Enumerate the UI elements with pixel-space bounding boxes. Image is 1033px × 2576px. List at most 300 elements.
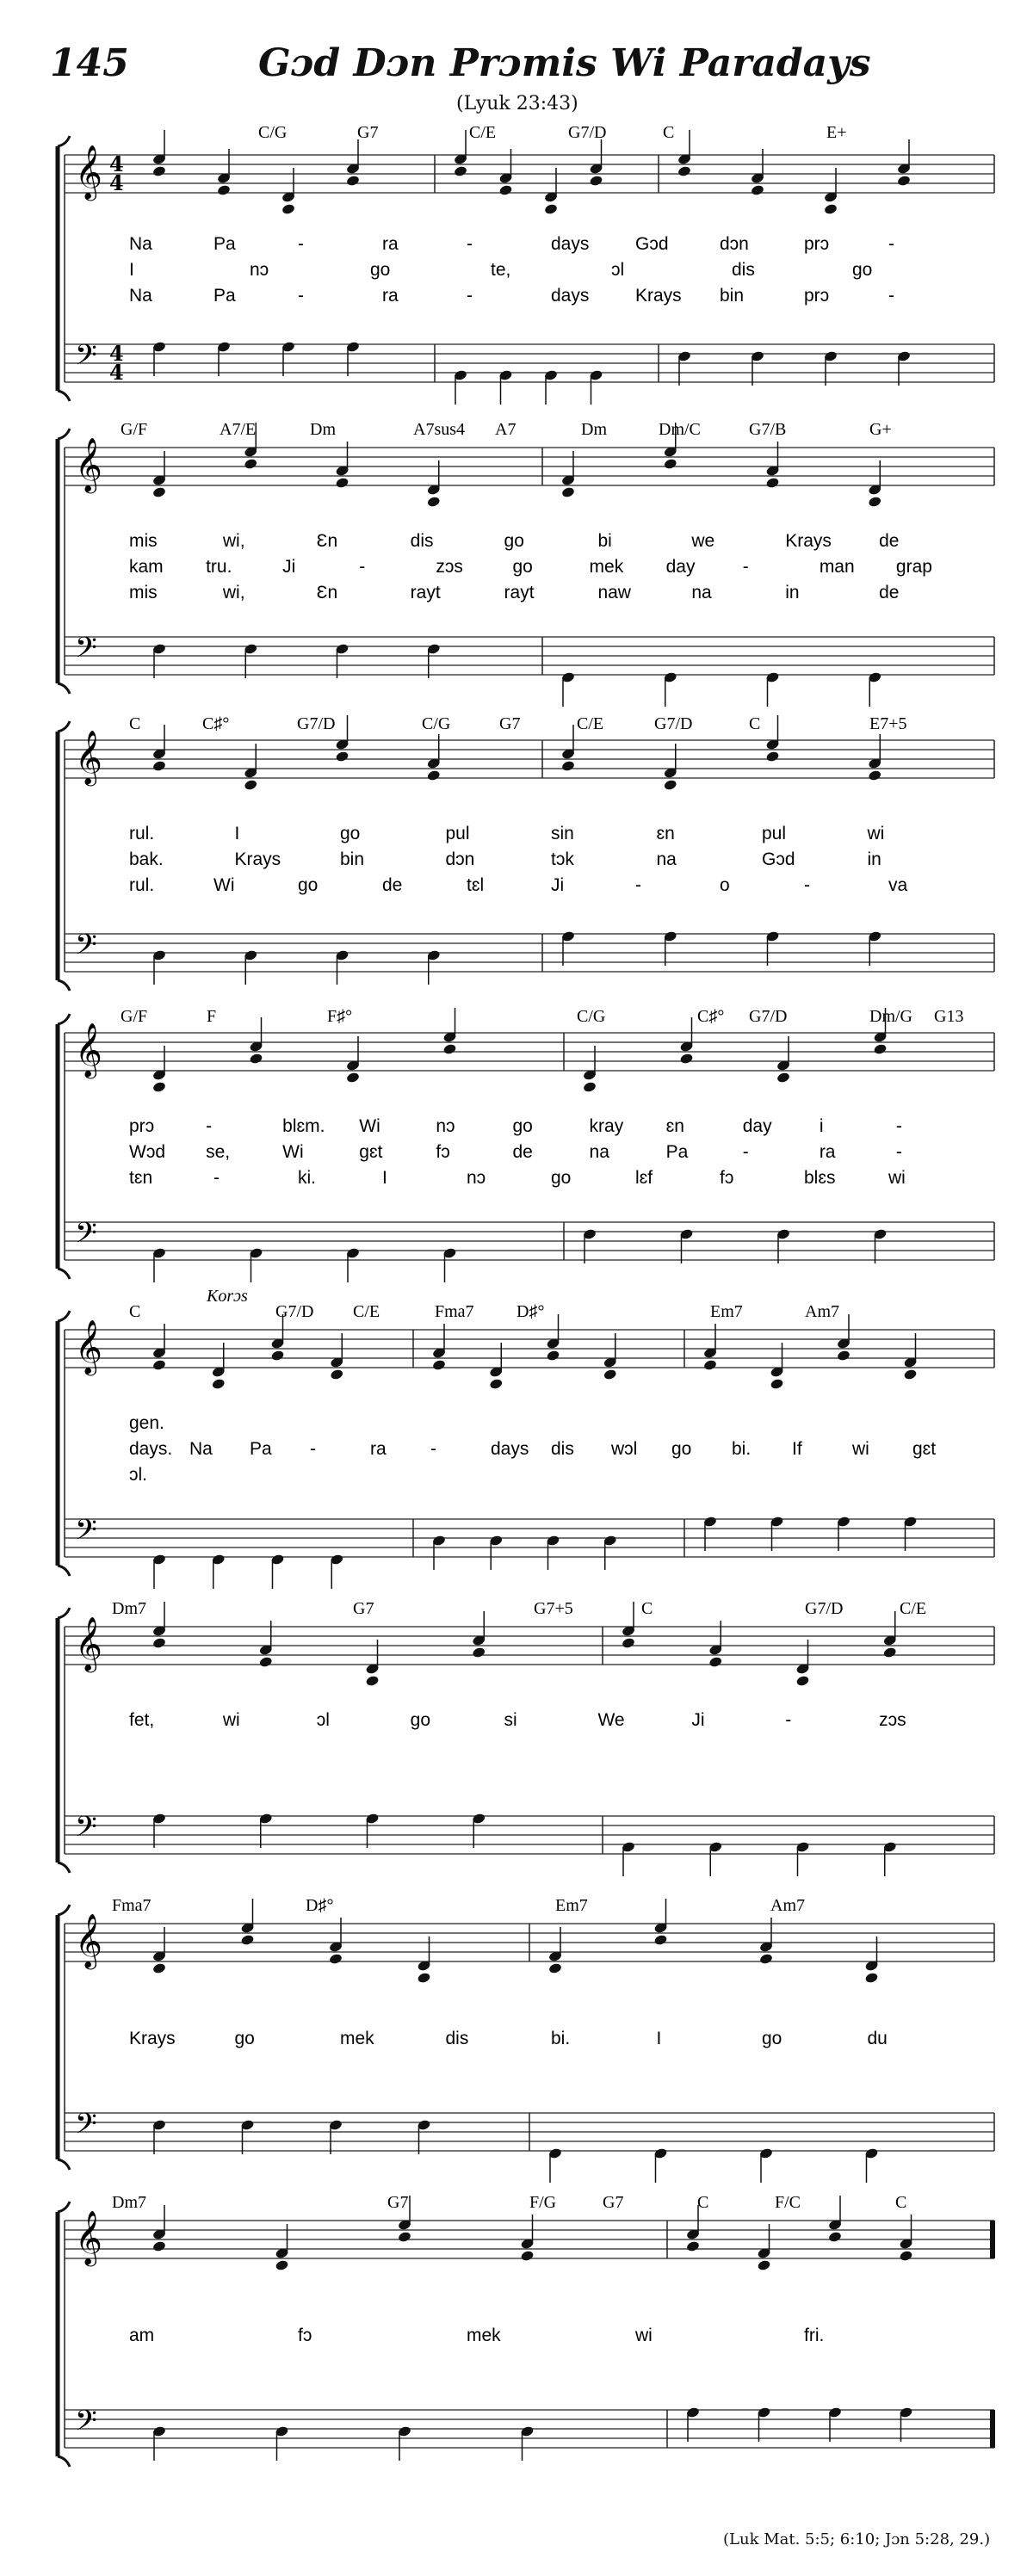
- chord-symbol: Dm: [581, 420, 607, 439]
- lyric-syllable: pul: [762, 824, 787, 843]
- treble-alto-notehead: [489, 1378, 504, 1390]
- chord-symbol: D♯°: [306, 1896, 334, 1915]
- treble-alto-notehead: [622, 1637, 636, 1649]
- treble-alto-notehead: [329, 1953, 343, 1965]
- chord-symbol: G7: [499, 714, 521, 733]
- lyric-syllable: te,: [491, 260, 511, 280]
- chord-symbol: F/G: [529, 2193, 557, 2212]
- footer-reference: (Luk Mat. 5:5; 6:10; Jɔn 5:28, 29.): [723, 2530, 991, 2548]
- lyric-syllable: -: [310, 1439, 316, 1459]
- lyric-syllable: Ji: [691, 1710, 705, 1730]
- lyric-syllable: -: [895, 1142, 902, 1162]
- lyric-syllable: bi: [597, 531, 612, 551]
- lyric-syllable: wi: [888, 1168, 906, 1188]
- lyric-syllable: dis: [551, 1439, 574, 1459]
- treble-alto-notehead: [275, 2259, 289, 2271]
- bracket-hook: [58, 429, 70, 439]
- treble-alto-notehead: [703, 1359, 718, 1371]
- chord-symbol: Dm7: [112, 2193, 146, 2212]
- treble-alto-notehead: [751, 184, 765, 196]
- lyric-syllable: days: [551, 234, 590, 254]
- lyric-syllable: Na: [129, 234, 152, 254]
- lyric-syllable: blɛs: [804, 1168, 836, 1188]
- lyric-syllable: day: [742, 1116, 772, 1136]
- lyric-syllable: go: [298, 875, 319, 895]
- chord-symbol: G/F: [121, 1007, 148, 1026]
- lyric-syllable: -: [359, 557, 366, 577]
- lyric-syllable: ra: [382, 286, 399, 306]
- bracket-hook: [58, 980, 70, 991]
- lyric-syllable: gen.: [129, 1413, 164, 1433]
- treble-alto-notehead: [765, 477, 780, 489]
- lyric-syllable: wi: [867, 824, 885, 843]
- treble-alto-notehead: [899, 2250, 913, 2262]
- treble-alto-notehead: [561, 486, 576, 498]
- treble-alto-notehead: [211, 1378, 226, 1390]
- lyric-syllable: -: [785, 1710, 792, 1730]
- chord-symbol: Dm7: [112, 1599, 146, 1618]
- chord-symbol: C/G: [258, 123, 288, 142]
- bracket-hook: [58, 391, 70, 401]
- lyric-syllable: dis: [445, 2029, 469, 2048]
- treble-alto-notehead: [472, 1646, 486, 1659]
- lyric-syllable: kray: [589, 1116, 624, 1136]
- treble-alto-notehead: [897, 175, 912, 187]
- lyric-syllable: I: [129, 260, 134, 280]
- chord-symbol: C/E: [469, 123, 497, 142]
- hymn-number: 145: [50, 41, 129, 85]
- lyric-syllable: dis: [732, 260, 755, 280]
- chord-symbol: G+: [869, 420, 892, 439]
- lyric-syllable: Ji: [282, 557, 296, 577]
- lyric-syllable: mis: [129, 583, 158, 602]
- lyric-syllable: o: [720, 875, 730, 895]
- treble-alto-notehead: [244, 779, 258, 791]
- treble-clef-icon: 𝄞: [75, 145, 102, 199]
- lyric-syllable: -: [298, 234, 304, 254]
- treble-alto-notehead: [864, 1972, 879, 1984]
- lyric-syllable: go: [671, 1439, 692, 1459]
- lyric-syllable: go: [234, 2029, 255, 2048]
- treble-clef-icon: 𝄞: [75, 437, 102, 491]
- lyric-syllable: Pa: [665, 1142, 689, 1162]
- treble-alto-notehead: [603, 1368, 617, 1381]
- time-signature: 4: [109, 360, 124, 385]
- treble-alto-notehead: [776, 1072, 791, 1084]
- treble-alto-notehead: [454, 165, 468, 177]
- treble-alto-notehead: [837, 1350, 851, 1362]
- treble-alto-notehead: [903, 1368, 918, 1381]
- lyric-syllable: gɛt: [359, 1142, 383, 1162]
- chord-symbol: Fma7: [435, 1302, 474, 1321]
- lyric-syllable: If: [792, 1439, 802, 1459]
- lyric-syllable: go: [512, 1116, 533, 1136]
- lyric-syllable: man: [819, 557, 855, 577]
- treble-alto-notehead: [152, 486, 167, 498]
- lyric-syllable: se,: [206, 1142, 231, 1162]
- lyric-syllable: in: [867, 849, 881, 869]
- treble-alto-notehead: [335, 751, 349, 763]
- lyric-syllable: ra: [819, 1142, 836, 1162]
- lyric-syllable: bin: [720, 286, 745, 306]
- lyric-syllable: mis: [129, 531, 158, 551]
- treble-alto-notehead: [561, 760, 576, 772]
- lyric-syllable: -: [888, 234, 894, 254]
- chord-symbol: G7/D: [749, 1007, 788, 1026]
- bracket-hook: [58, 2456, 70, 2467]
- lyric-syllable: de: [382, 875, 403, 895]
- lyric-syllable: fɔ: [298, 2326, 312, 2345]
- bracket-hook: [58, 1269, 70, 1279]
- chord-symbol: G7/D: [275, 1302, 314, 1321]
- treble-alto-notehead: [152, 1637, 167, 1649]
- treble-alto-notehead: [757, 2259, 771, 2271]
- chord-symbol: G7: [387, 2193, 409, 2212]
- treble-alto-notehead: [442, 1043, 457, 1055]
- lyric-syllable: du: [867, 2029, 888, 2048]
- treble-alto-notehead: [426, 496, 441, 508]
- treble-clef-icon: 𝄞: [75, 2210, 102, 2264]
- time-signature: 4: [109, 341, 124, 366]
- treble-alto-notehead: [152, 1081, 167, 1093]
- lyric-syllable: fɔ: [436, 1142, 450, 1162]
- treble-alto-notehead: [653, 1934, 668, 1946]
- chord-symbol: E+: [826, 123, 847, 142]
- lyric-syllable: zɔs: [879, 1710, 906, 1730]
- treble-alto-notehead: [589, 175, 603, 187]
- lyric-syllable: va: [888, 875, 908, 895]
- time-signature: 4: [109, 170, 124, 195]
- chord-symbol: Dm/G: [869, 1007, 912, 1026]
- lyric-syllable: wi: [852, 1439, 869, 1459]
- lyric-syllable: tɛn: [129, 1168, 153, 1188]
- lyric-syllable: na: [656, 849, 677, 869]
- lyric-syllable: days: [551, 286, 590, 306]
- treble-alto-notehead: [152, 165, 167, 177]
- korus-label: Korɔs: [207, 1287, 248, 1306]
- treble-alto-notehead: [365, 1675, 380, 1687]
- lyric-syllable: -: [298, 286, 304, 306]
- lyric-syllable: -: [895, 1116, 902, 1136]
- treble-alto-notehead: [330, 1368, 344, 1381]
- chord-symbol: D♯°: [516, 1302, 545, 1321]
- lyric-syllable: bi.: [732, 1439, 752, 1459]
- bracket-hook: [58, 2159, 70, 2170]
- bracket-hook: [58, 1566, 70, 1576]
- lyric-syllable: I: [382, 1168, 387, 1188]
- chord-symbol: C: [697, 2193, 709, 2212]
- chord-symbol: Fma7: [112, 1896, 152, 1915]
- chord-symbol: G7/D: [654, 714, 693, 733]
- lyric-syllable: Krays: [785, 531, 832, 551]
- lyric-syllable: Krays: [234, 849, 281, 869]
- chord-symbol: G7/D: [297, 714, 336, 733]
- lyric-syllable: -: [206, 1116, 213, 1136]
- lyric-syllable: ra: [370, 1439, 387, 1459]
- treble-alto-notehead: [873, 1043, 888, 1055]
- treble-alto-notehead: [240, 1934, 255, 1946]
- lyric-syllable: -: [888, 286, 894, 306]
- treble-alto-notehead: [244, 458, 258, 470]
- chord-symbol: G7+5: [534, 1599, 573, 1618]
- lyric-syllable: na: [691, 583, 712, 602]
- lyric-syllable: nɔ: [250, 260, 269, 280]
- chord-symbol: Am7: [770, 1896, 805, 1915]
- hymn-title: Gɔd Dɔn Prɔmis Wi Paradays: [258, 41, 871, 85]
- treble-alto-notehead: [868, 496, 882, 508]
- chord-symbol: C/G: [422, 714, 451, 733]
- lyric-syllable: kam: [129, 557, 164, 577]
- bracket-hook: [58, 1311, 70, 1321]
- lyric-syllable: go: [370, 260, 391, 280]
- lyric-syllable: we: [691, 531, 715, 551]
- chord-symbol: G7: [603, 2193, 624, 2212]
- chord-symbol: G13: [934, 1007, 964, 1026]
- chord-symbol: Dm: [310, 420, 336, 439]
- treble-alto-notehead: [152, 2240, 167, 2252]
- chord-symbol: A7/E: [220, 420, 257, 439]
- lyric-syllable: fri.: [804, 2326, 825, 2345]
- treble-alto-notehead: [249, 1053, 263, 1065]
- lyric-syllable: grap: [895, 557, 932, 577]
- treble-alto-notehead: [686, 2240, 701, 2252]
- final-barline: [990, 2221, 995, 2258]
- lyric-syllable: -: [430, 1439, 436, 1459]
- chord-symbol: G7/D: [568, 123, 607, 142]
- chord-symbol: C/E: [353, 1302, 380, 1321]
- lyric-syllable: Gɔd: [635, 234, 669, 254]
- bracket-hook: [58, 1608, 70, 1618]
- lyric-syllable: na: [589, 1142, 609, 1162]
- treble-alto-notehead: [828, 2231, 843, 2243]
- scripture-reference: (Lyuk 23:43): [456, 93, 578, 114]
- treble-clef-icon: 𝄞: [75, 1913, 102, 1968]
- lyric-syllable: I: [234, 824, 240, 843]
- treble-alto-notehead: [281, 203, 296, 215]
- bracket-hook: [58, 683, 70, 694]
- lyric-syllable: si: [504, 1710, 517, 1730]
- treble-alto-notehead: [824, 203, 838, 215]
- lyric-syllable: rul.: [129, 875, 155, 895]
- lyric-syllable: go: [410, 1710, 431, 1730]
- bracket-hook: [58, 136, 70, 146]
- chord-symbol: Em7: [555, 1896, 588, 1915]
- treble-alto-notehead: [663, 458, 677, 470]
- time-signature: 4: [109, 151, 124, 176]
- treble-alto-notehead: [679, 1053, 694, 1065]
- treble-alto-notehead: [868, 769, 882, 781]
- lyric-syllable: go: [852, 260, 873, 280]
- chord-symbol: G/F: [121, 420, 148, 439]
- treble-alto-notehead: [548, 1962, 563, 1974]
- lyric-syllable: Pa: [213, 286, 236, 306]
- lyric-syllable: go: [340, 824, 361, 843]
- lyric-syllable: -: [213, 1168, 220, 1188]
- chord-symbol: C♯°: [202, 714, 230, 733]
- lyric-syllable: wi: [222, 1710, 240, 1730]
- lyric-syllable: rayt: [504, 583, 535, 602]
- treble-clef-icon: 𝄞: [75, 1022, 102, 1077]
- treble-alto-notehead: [770, 1378, 784, 1390]
- bracket-hook: [58, 1905, 70, 1915]
- treble-alto-notehead: [544, 203, 559, 215]
- lyric-syllable: ɔl: [611, 260, 625, 280]
- chord-symbol: Am7: [805, 1302, 839, 1321]
- treble-alto-notehead: [759, 1953, 774, 1965]
- lyric-syllable: fɔ: [720, 1168, 734, 1188]
- chord-symbol: F♯°: [327, 1007, 353, 1026]
- bass-clef-icon: 𝄢: [75, 929, 97, 968]
- lyric-syllable: lɛf: [635, 1168, 653, 1188]
- bracket-hook: [58, 721, 70, 732]
- lyric-syllable: days.: [129, 1439, 173, 1459]
- lyric-syllable: go: [504, 531, 524, 551]
- lyric-syllable: in: [785, 583, 800, 602]
- lyric-syllable: Pa: [213, 234, 236, 254]
- lyric-syllable: wi,: [222, 531, 245, 551]
- bass-clef-icon: 𝄢: [75, 2405, 97, 2444]
- chord-symbol: C: [129, 714, 141, 733]
- lyric-syllable: -: [467, 234, 473, 254]
- lyric-syllable: ra: [382, 234, 399, 254]
- lyric-syllable: Pa: [250, 1439, 272, 1459]
- lyric-syllable: ɛn: [665, 1116, 684, 1136]
- chord-symbol: Dm/C: [659, 420, 701, 439]
- lyric-syllable: rul.: [129, 824, 155, 843]
- lyric-syllable: Wi: [213, 875, 235, 895]
- lyric-syllable: Krays: [635, 286, 682, 306]
- lyric-syllable: -: [804, 875, 810, 895]
- lyric-syllable: wɔl: [611, 1439, 638, 1459]
- lyric-syllable: Wi: [359, 1116, 380, 1136]
- lyric-syllable: prɔ: [129, 1116, 155, 1136]
- chord-symbol: F/C: [775, 2193, 801, 2212]
- chord-symbol: C♯°: [697, 1007, 725, 1026]
- lyric-syllable: mek: [340, 2029, 374, 2048]
- chord-symbol: C/E: [900, 1599, 927, 1618]
- lyric-syllable: -: [635, 875, 641, 895]
- lyric-syllable: fet,: [129, 1710, 155, 1730]
- lyric-syllable: gɛt: [912, 1439, 937, 1459]
- treble-alto-notehead: [583, 1081, 597, 1093]
- lyric-syllable: i: [819, 1116, 824, 1136]
- lyric-syllable: -: [742, 1142, 749, 1162]
- lyric-syllable: ɔl: [316, 1710, 330, 1730]
- bass-clef-icon: 𝄢: [75, 632, 97, 671]
- lyric-syllable: day: [665, 557, 696, 577]
- chord-symbol: C: [663, 123, 675, 142]
- chord-symbol: C/G: [577, 1007, 606, 1026]
- treble-alto-notehead: [217, 184, 232, 196]
- treble-alto-notehead: [270, 1350, 285, 1362]
- lyric-syllable: tɛl: [467, 875, 485, 895]
- chord-symbol: C: [641, 1599, 653, 1618]
- lyric-syllable: go: [762, 2029, 782, 2048]
- chord-symbol: F: [207, 1007, 217, 1026]
- treble-clef-icon: 𝄞: [75, 1319, 102, 1374]
- chord-symbol: G7: [353, 1599, 374, 1618]
- treble-alto-notehead: [346, 1072, 361, 1084]
- treble-alto-notehead: [708, 1656, 723, 1668]
- treble-alto-notehead: [152, 1359, 167, 1371]
- treble-alto-notehead: [498, 184, 513, 196]
- lyric-syllable: dɔn: [720, 234, 749, 254]
- lyric-syllable: blɛm.: [282, 1116, 325, 1136]
- chord-symbol: A7: [495, 420, 516, 439]
- lyric-syllable: wi: [635, 2326, 653, 2345]
- chord-symbol: C: [129, 1302, 141, 1321]
- lyric-syllable: Na: [129, 286, 152, 306]
- treble-alto-notehead: [795, 1675, 810, 1687]
- lyric-syllable: Ji: [551, 875, 565, 895]
- lyric-syllable: prɔ: [804, 286, 830, 306]
- bass-clef-icon: 𝄢: [75, 1514, 97, 1554]
- chord-symbol: A7sus4: [413, 420, 466, 439]
- lyric-syllable: Ɛn: [316, 531, 338, 551]
- lyric-syllable: Gɔd: [762, 849, 795, 869]
- chord-symbol: G7: [357, 123, 379, 142]
- lyric-syllable: ɛn: [656, 824, 675, 843]
- lyric-syllable: bak.: [129, 849, 164, 869]
- chord-symbol: C: [749, 714, 761, 733]
- lyric-syllable: mek: [589, 557, 624, 577]
- treble-alto-notehead: [765, 751, 780, 763]
- lyric-syllable: sin: [551, 824, 574, 843]
- bracket-hook: [58, 1014, 70, 1024]
- lyric-syllable: tru.: [206, 557, 232, 577]
- treble-alto-notehead: [432, 1359, 447, 1371]
- treble-alto-notehead: [663, 779, 677, 791]
- treble-alto-notehead: [426, 769, 441, 781]
- lyric-syllable: Na: [189, 1439, 213, 1459]
- lyric-syllable: zɔs: [436, 557, 463, 577]
- lyric-syllable: -: [467, 286, 473, 306]
- chord-symbol: G7/D: [805, 1599, 844, 1618]
- lyric-syllable: We: [597, 1710, 625, 1730]
- lyric-syllable: wi,: [222, 583, 245, 602]
- treble-alto-notehead: [335, 477, 349, 489]
- lyric-syllable: bi.: [551, 2029, 571, 2048]
- treble-alto-notehead: [346, 175, 361, 187]
- bracket-hook: [58, 2202, 70, 2212]
- lyric-syllable: naw: [597, 583, 631, 602]
- final-barline: [990, 2410, 995, 2448]
- lyric-syllable: Wɔd: [129, 1142, 165, 1162]
- treble-clef-icon: 𝄞: [75, 1616, 102, 1671]
- treble-alto-notehead: [152, 1962, 167, 1974]
- chord-symbol: Em7: [710, 1302, 743, 1321]
- treble-alto-notehead: [677, 165, 692, 177]
- treble-alto-notehead: [398, 2231, 412, 2243]
- lyric-syllable: nɔ: [436, 1116, 455, 1136]
- lyric-syllable: tɔk: [551, 849, 574, 869]
- chord-symbol: G7/B: [749, 420, 787, 439]
- treble-clef-icon: 𝄞: [75, 730, 102, 784]
- lyric-syllable: bin: [340, 849, 365, 869]
- chord-symbol: E7+5: [869, 714, 907, 733]
- chord-symbol: C/E: [577, 714, 604, 733]
- lyric-syllable: prɔ: [804, 234, 830, 254]
- lyric-syllable: I: [656, 2029, 662, 2048]
- treble-alto-notehead: [520, 2250, 535, 2262]
- lyric-syllable: Wi: [282, 1142, 304, 1162]
- bass-clef-icon: 𝄢: [75, 2108, 97, 2147]
- lyric-syllable: go: [512, 557, 533, 577]
- lyric-syllable: go: [551, 1168, 572, 1188]
- lyric-syllable: mek: [467, 2326, 501, 2345]
- lyric-syllable: dis: [410, 531, 434, 551]
- lyric-syllable: nɔ: [467, 1168, 486, 1188]
